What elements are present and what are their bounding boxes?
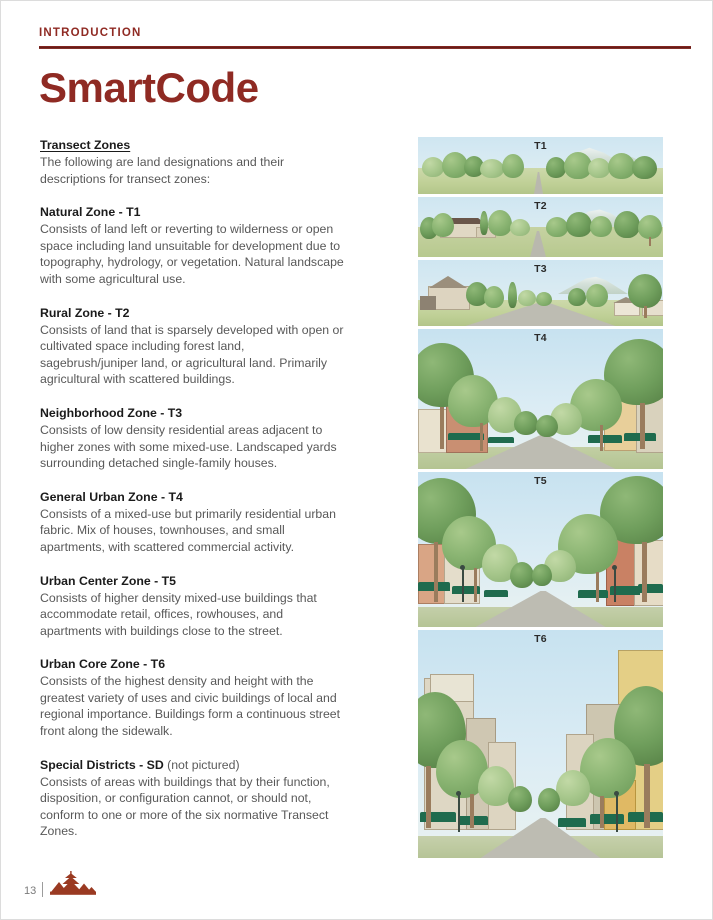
section-heading: Natural Zone - T1 [40,205,141,220]
illustration-column [418,137,663,858]
illustration-label: T2 [534,200,547,212]
section-general-urban-zone-t4 [40,489,345,556]
illustration-t4 [418,329,663,469]
page-header [39,26,691,49]
illustration-label: T5 [534,475,547,487]
section-heading: Neighborhood Zone - T3 [40,405,183,420]
illustration-label: T1 [534,140,547,152]
section-heading: Urban Center Zone - T5 [40,573,176,588]
section-body: Consists of land that is sparsely developed with open or cultivated space including forest land, sagebrush/juniper land, or agricultural land. Primarily agricultural with scattered buildings. [40,322,344,387]
section-heading: General Urban Zone - T4 [40,489,183,504]
footer-divider [42,882,43,897]
text-column [40,137,345,840]
section-body: Consists of low density residential areas adjacent to higher zones with some mixed-use. Landscaped yards surrounding detached single-family houses. [40,422,337,471]
mountain-lodge-logo [49,871,97,897]
section-body: Consists of the highest density and height with the greatest variety of uses and civic buildings of local and regional importance. Buildings form a continuous street front along the sidewalk. [40,674,341,739]
illustration-t2 [418,197,663,257]
section-special-districts-sd [40,757,345,840]
section-transect-zones [40,137,345,187]
illustration-scene [418,630,663,858]
header-rule [39,46,691,49]
section-urban-core-zone-t6 [40,656,345,739]
illustration-label: T4 [534,332,547,344]
illustration-label: T6 [534,633,547,645]
page-number: 13 [24,885,37,897]
section-label: INTRODUCTION [39,27,142,39]
section-heading-note: (not pictured) [163,757,240,772]
page-title: SmartCode [39,64,259,111]
illustration-t3 [418,260,663,326]
section-body: Consists of higher density mixed-use buildings that accommodate retail, offices, rowhouses, and apartments with buildings close to the street. [40,590,317,638]
section-heading-text: Special Districts - SD [40,757,164,772]
section-body: Consists of land left or reverting to wilderness or open space including land unsuitable for development due to topography, hydrology, or vegetation. Natural landscape with some agricultural use. [40,222,344,286]
page-footer [24,871,97,897]
section-body: Consists of a mixed-use but primarily residential urban fabric. Mix of houses, townhouses, and small apartments, with scattered commercial activity. [40,506,336,554]
section-body: The following are land designations and their descriptions for transect zones: [40,155,285,186]
illustration-t1 [418,137,663,194]
section-heading: Urban Core Zone - T6 [40,657,166,672]
illustration-t5 [418,472,663,627]
section-heading: Rural Zone - T2 [40,305,130,320]
section-natural-zone-t1 [40,204,345,287]
section-heading: Transect Zones [40,138,131,152]
section-body: Consists of areas with buildings that by their function, disposition, or configuration cannot, or should not, conform to one or more of the six normative Transect Zones. [40,774,330,839]
illustration-t6 [418,630,663,858]
illustration-scene [418,329,663,469]
section-rural-zone-t2 [40,305,345,388]
section-urban-center-zone-t5 [40,573,345,640]
illustration-scene [418,472,663,627]
section-neighborhood-zone-t3 [40,405,345,472]
illustration-label: T3 [534,263,547,275]
section-heading [40,757,345,773]
